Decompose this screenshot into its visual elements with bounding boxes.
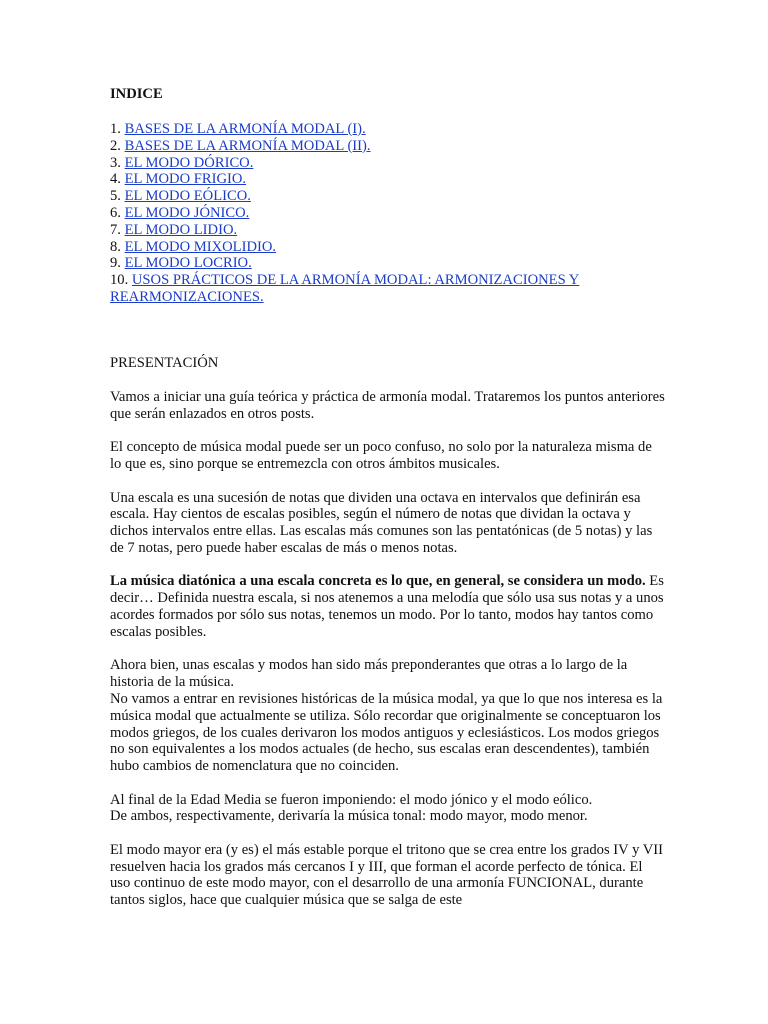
toc-link-mixolidio[interactable]: EL MODO MIXOLIDIO.: [124, 238, 277, 255]
toc-item: [110, 121, 650, 138]
toc-number: 9.: [110, 255, 125, 272]
toc-item: [110, 255, 650, 272]
paragraph-concept: El concepto de música modal puede ser un poco confuso, no solo por la naturaleza misma de lo que es, sino porque se entremezcla con otros ámbitos musicales.: [110, 439, 652, 473]
toc-link-locrio[interactable]: EL MODO LOCRIO.: [124, 255, 252, 272]
paragraph-history: Ahora bien, unas escalas y modos han sido más preponderantes que otras a lo largo de la historia de la música.: [110, 657, 628, 691]
toc-number: 1.: [110, 121, 125, 137]
paragraph-scale: Una escala es una sucesión de notas que dividen una octava en intervalos que definirán esa escala. Hay cientos de escalas posibles, según el número de notas que dividan la octava y dichos intervalos entre ellas. Las escalas más comunes son las pentatónicas (de 5 notas) y las de 7 notas, pero puede haber escalas de más o menos notas.: [110, 489, 653, 556]
toc-link-frigio[interactable]: EL MODO FRIGIO.: [124, 171, 247, 188]
presentation-title: PRESENTACIÓN: [110, 355, 219, 371]
toc-link-jonico[interactable]: EL MODO JÓNICO.: [124, 204, 250, 221]
toc-number: 4.: [110, 171, 125, 188]
paragraph-intro: Vamos a iniciar una guía teórica y práctica de armonía modal. Trataremos los puntos anteriores que serán enlazados en otros posts.: [110, 389, 665, 422]
toc-link-bases-ii[interactable]: BASES DE LA ARMONÍA MODAL (II).: [124, 137, 371, 154]
toc-number: 2.: [110, 137, 125, 154]
toc-number: 3.: [110, 154, 125, 171]
toc-number: 8.: [110, 238, 125, 255]
mode-definition-rest: Es decir… Definida nuestra escala, si nos atenemos a una melodía que sólo usa sus notas y a unos acordes formados por sólo sus notas, tenemos un modo. Por lo tanto, modos hay tantos como escalas posibles.: [110, 573, 664, 640]
toc-link-eolico[interactable]: EL MODO EÓLICO.: [124, 188, 251, 205]
table-of-contents: [110, 121, 650, 306]
toc-item: [110, 188, 650, 205]
toc-link-dorico[interactable]: EL MODO DÓRICO.: [124, 154, 254, 171]
paragraph-middle-ages: Al final de la Edad Media se fueron imponiendo: el modo jónico y el modo eólico.: [110, 791, 593, 808]
toc-item: [110, 171, 650, 188]
toc-item: [110, 155, 650, 172]
paragraph-greek-modes: No vamos a entrar en revisiones históricas de la música modal, ya que lo que nos interesa es la música modal que actualmente se utiliza. Sólo recordar que originalmente se conceptuaron los modos griegos, de los cuales derivaron los modos antiguos y eclesiásticos. Los modos griegos no son equivalentes a los modos actuales (de hecho, sus escalas eran descendentes), también hubo cambios de nomenclatura que no coinciden.: [110, 690, 663, 775]
toc-item: [110, 272, 650, 306]
index-title: INDICE: [110, 86, 163, 102]
toc-link-usos-practicos[interactable]: USOS PRÁCTICOS DE LA ARMONÍA MODAL: ARMONIZACIONES Y REARMONIZACIONES.: [110, 272, 580, 305]
toc-item: [110, 239, 650, 256]
toc-link-lidio[interactable]: EL MODO LIDIO.: [124, 221, 238, 238]
toc-number: 7.: [110, 221, 125, 238]
toc-item: [110, 222, 650, 239]
toc-item: [110, 138, 650, 155]
mode-definition-bold: La música diatónica a una escala concreta es lo que, en general, se considera un modo.: [110, 573, 646, 590]
toc-number: 6.: [110, 204, 125, 221]
toc-item: [110, 205, 650, 222]
paragraph-major-mode: El modo mayor era (y es) el más estable porque el tritono que se crea entre los grados IV y VII resuelven hacia los grados más cercanos I y III, que forman el acorde perfecto de tónica. El uso continuo de este modo mayor, con el desarrollo de una armonía FUNCIONAL, durante tantos siglos, hace que cualquier música que se salga de este: [110, 841, 664, 909]
paragraph-mode: [110, 573, 666, 640]
toc-link-bases-i[interactable]: BASES DE LA ARMONÍA MODAL (I).: [124, 121, 366, 137]
toc-number: 10.: [110, 272, 132, 289]
toc-number: 5.: [110, 188, 125, 205]
paragraph-tonal: De ambos, respectivamente, derivaría la música tonal: modo mayor, modo menor.: [110, 808, 588, 825]
presentation-body: [110, 389, 666, 926]
